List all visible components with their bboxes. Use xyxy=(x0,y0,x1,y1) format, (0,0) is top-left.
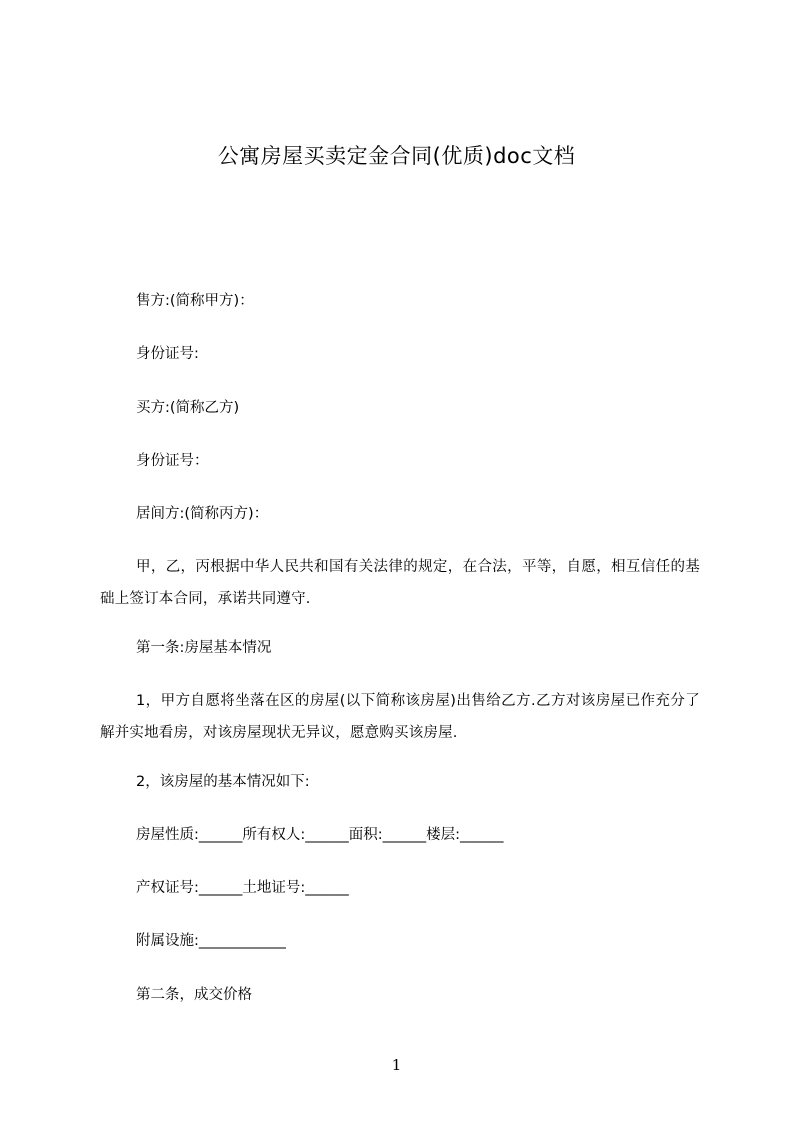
article2-heading: 第二条，成交价格 xyxy=(136,987,252,1003)
intro-paragraph: 甲，乙，丙根据中华人民共和国有关法律的规定，在合法，平等，自愿，相互信任的基础上签订本合同，承诺共同遵守. xyxy=(100,559,700,607)
seller-line: 售方:(简称甲方)： xyxy=(136,293,254,309)
property-fields-row1: 房屋性质:______所有权人:______面积:______楼层:______ xyxy=(136,827,504,843)
property-fields-row3: 附属设施:____________ xyxy=(136,933,286,949)
article1-item2-line: 2，该房屋的基本情况如下: xyxy=(136,774,310,790)
document-title: 公寓房屋买卖定金合同(优质)doc文档 xyxy=(217,144,576,168)
agent-line: 居间方:(简称丙方)： xyxy=(136,506,269,522)
seller-id-line: 身份证号: xyxy=(136,346,199,362)
article1-heading: 第一条:房屋基本情况 xyxy=(136,640,272,656)
buyer-id-line: 身份证号： xyxy=(136,453,209,469)
property-fields-row2: 产权证号:______土地证号:______ xyxy=(136,880,349,896)
buyer-line: 买方:(简称乙方) xyxy=(136,400,240,416)
article1-item1-paragraph: 1，甲方自愿将坐落在区的房屋(以下简称该房屋)出售给乙方.乙方对该房屋已作充分了解并实地看房，对该房屋现状无异议，愿意购买该房屋. xyxy=(100,693,700,741)
page-number: 1 xyxy=(391,1056,402,1074)
